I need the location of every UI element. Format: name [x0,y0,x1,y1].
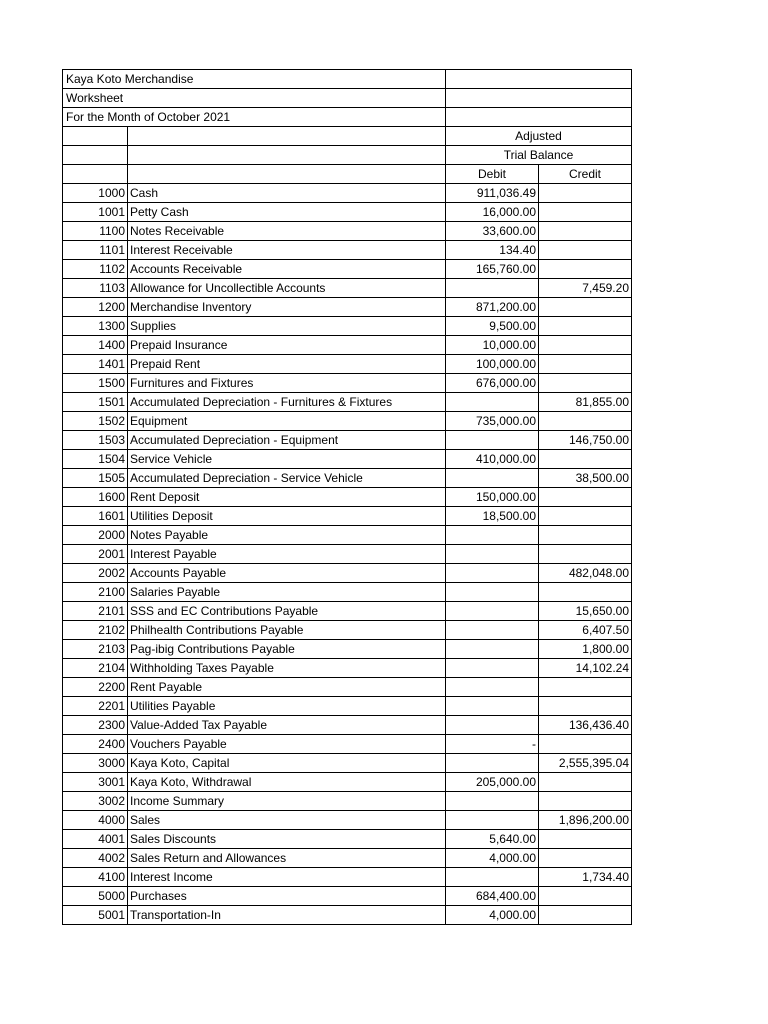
account-code: 2102 [63,621,128,640]
credit-amount [539,697,632,716]
account-name: Philhealth Contributions Payable [128,621,446,640]
account-code: 5000 [63,887,128,906]
account-code: 1502 [63,412,128,431]
credit-amount: 1,734.40 [539,868,632,887]
debit-amount: 735,000.00 [446,412,539,431]
table-row [63,545,632,564]
debit-amount: 16,000.00 [446,203,539,222]
account-code: 1505 [63,469,128,488]
credit-amount: 14,102.24 [539,659,632,678]
account-name: Notes Receivable [128,222,446,241]
account-code: 2101 [63,602,128,621]
table-row [63,678,632,697]
credit-amount [539,450,632,469]
debit-amount [446,526,539,545]
debit-amount [446,469,539,488]
credit-amount [539,830,632,849]
table-row [63,469,632,488]
credit-amount [539,545,632,564]
debit-amount: 871,200.00 [446,298,539,317]
account-name: Equipment [128,412,446,431]
account-code: 1401 [63,355,128,374]
worksheet-table [62,69,632,925]
credit-amount [539,412,632,431]
debit-amount: 205,000.00 [446,773,539,792]
table-row [63,222,632,241]
account-name: Cash [128,184,446,203]
account-code: 1101 [63,241,128,260]
credit-amount [539,488,632,507]
column-header-debit: Debit [446,165,539,184]
account-name: Interest Payable [128,545,446,564]
account-name: Interest Income [128,868,446,887]
debit-amount: - [446,735,539,754]
credit-amount: 7,459.20 [539,279,632,298]
account-name: Accumulated Depreciation - Equipment [128,431,446,450]
table-row [63,583,632,602]
account-name: Accumulated Depreciation - Furnitures & Fixtures [128,393,446,412]
account-code: 2000 [63,526,128,545]
account-code: 4000 [63,811,128,830]
account-code: 1200 [63,298,128,317]
header-row-company [63,70,632,89]
credit-amount [539,906,632,925]
table-row [63,792,632,811]
table-row [63,735,632,754]
debit-amount [446,716,539,735]
account-name: Income Summary [128,792,446,811]
account-code: 4002 [63,849,128,868]
table-row [63,279,632,298]
account-code: 1300 [63,317,128,336]
credit-amount [539,507,632,526]
table-row [63,488,632,507]
column-header-credit: Credit [539,165,632,184]
account-name: Kaya Koto, Withdrawal [128,773,446,792]
table-row [63,830,632,849]
credit-amount [539,526,632,545]
table-row [63,241,632,260]
period-label: For the Month of October 2021 [63,108,446,127]
account-code: 2100 [63,583,128,602]
account-name: Salaries Payable [128,583,446,602]
credit-amount [539,184,632,203]
section-adjusted: Adjusted [446,127,632,146]
account-name: Utilities Deposit [128,507,446,526]
debit-amount: 676,000.00 [446,374,539,393]
table-row [63,564,632,583]
credit-amount: 15,650.00 [539,602,632,621]
credit-amount [539,792,632,811]
account-name: Sales [128,811,446,830]
table-row [63,621,632,640]
debit-amount: 33,600.00 [446,222,539,241]
table-row [63,507,632,526]
debit-amount [446,393,539,412]
account-code: 1100 [63,222,128,241]
account-name: Petty Cash [128,203,446,222]
debit-amount [446,564,539,583]
debit-amount [446,583,539,602]
table-row [63,260,632,279]
account-code: 1103 [63,279,128,298]
table-row [63,887,632,906]
account-name: Interest Receivable [128,241,446,260]
debit-amount: 18,500.00 [446,507,539,526]
header-row-section1 [63,127,632,146]
account-name: Sales Return and Allowances [128,849,446,868]
table-row [63,203,632,222]
table-row [63,659,632,678]
credit-amount [539,773,632,792]
account-code: 3000 [63,754,128,773]
account-code: 2200 [63,678,128,697]
account-code: 1102 [63,260,128,279]
debit-amount: 684,400.00 [446,887,539,906]
credit-amount [539,374,632,393]
account-name: Kaya Koto, Capital [128,754,446,773]
debit-amount [446,678,539,697]
account-name: Service Vehicle [128,450,446,469]
account-name: Supplies [128,317,446,336]
credit-amount [539,355,632,374]
table-row [63,868,632,887]
account-name: Withholding Taxes Payable [128,659,446,678]
account-name: Accumulated Depreciation - Service Vehicle [128,469,446,488]
credit-amount [539,849,632,868]
table-row [63,393,632,412]
account-code: 1500 [63,374,128,393]
credit-amount [539,678,632,697]
debit-amount: 5,640.00 [446,830,539,849]
table-row [63,640,632,659]
account-name: Furnitures and Fixtures [128,374,446,393]
table-row [63,298,632,317]
credit-amount: 146,750.00 [539,431,632,450]
debit-amount [446,659,539,678]
credit-amount [539,203,632,222]
account-name: Pag-ibig Contributions Payable [128,640,446,659]
account-name: Value-Added Tax Payable [128,716,446,735]
account-name: Accounts Payable [128,564,446,583]
account-code: 1501 [63,393,128,412]
section-trial-balance: Trial Balance [446,146,632,165]
debit-amount [446,792,539,811]
account-code: 4100 [63,868,128,887]
credit-amount [539,887,632,906]
account-name: Notes Payable [128,526,446,545]
table-row [63,849,632,868]
debit-amount: 134.40 [446,241,539,260]
debit-amount: 4,000.00 [446,849,539,868]
table-row [63,811,632,830]
debit-amount: 9,500.00 [446,317,539,336]
table-row [63,355,632,374]
credit-amount [539,241,632,260]
account-code: 1400 [63,336,128,355]
account-code: 3001 [63,773,128,792]
account-code: 1504 [63,450,128,469]
account-name: Transportation-In [128,906,446,925]
header-row-section2 [63,146,632,165]
account-code: 4001 [63,830,128,849]
credit-amount [539,222,632,241]
table-row [63,754,632,773]
account-code: 2002 [63,564,128,583]
account-code: 1600 [63,488,128,507]
credit-amount [539,260,632,279]
worksheet-title: Worksheet [63,89,446,108]
credit-amount: 1,896,200.00 [539,811,632,830]
account-code: 1001 [63,203,128,222]
account-name: Vouchers Payable [128,735,446,754]
table-row [63,412,632,431]
table-row [63,697,632,716]
account-name: Merchandise Inventory [128,298,446,317]
credit-amount [539,317,632,336]
table-row [63,906,632,925]
credit-amount: 6,407.50 [539,621,632,640]
credit-amount: 38,500.00 [539,469,632,488]
debit-amount: 10,000.00 [446,336,539,355]
debit-amount: 150,000.00 [446,488,539,507]
header-row-title [63,89,632,108]
debit-amount [446,811,539,830]
debit-amount [446,545,539,564]
credit-amount: 2,555,395.04 [539,754,632,773]
account-code: 1601 [63,507,128,526]
debit-amount [446,602,539,621]
account-name: Rent Deposit [128,488,446,507]
account-code: 2104 [63,659,128,678]
account-name: Rent Payable [128,678,446,697]
credit-amount: 81,855.00 [539,393,632,412]
debit-amount [446,754,539,773]
account-code: 2201 [63,697,128,716]
table-row [63,773,632,792]
table-row [63,184,632,203]
credit-amount: 482,048.00 [539,564,632,583]
account-name: SSS and EC Contributions Payable [128,602,446,621]
account-name: Allowance for Uncollectible Accounts [128,279,446,298]
debit-amount: 100,000.00 [446,355,539,374]
account-name: Prepaid Rent [128,355,446,374]
table-row [63,431,632,450]
account-name: Sales Discounts [128,830,446,849]
debit-amount [446,279,539,298]
credit-amount: 136,436.40 [539,716,632,735]
debit-amount [446,621,539,640]
table-row [63,526,632,545]
company-name: Kaya Koto Merchandise [63,70,446,89]
debit-amount [446,640,539,659]
debit-amount: 410,000.00 [446,450,539,469]
account-name: Prepaid Insurance [128,336,446,355]
account-code: 2400 [63,735,128,754]
debit-amount [446,868,539,887]
account-name: Purchases [128,887,446,906]
table-row [63,716,632,735]
debit-amount: 165,760.00 [446,260,539,279]
debit-amount [446,697,539,716]
account-code: 5001 [63,906,128,925]
table-row [63,317,632,336]
credit-amount [539,583,632,602]
table-row [63,336,632,355]
header-row-period [63,108,632,127]
table-row [63,374,632,393]
table-row [63,450,632,469]
account-code: 2103 [63,640,128,659]
account-name: Accounts Receivable [128,260,446,279]
credit-amount: 1,800.00 [539,640,632,659]
account-code: 1000 [63,184,128,203]
account-code: 3002 [63,792,128,811]
debit-amount: 911,036.49 [446,184,539,203]
account-code: 2300 [63,716,128,735]
credit-amount [539,336,632,355]
table-row [63,602,632,621]
account-code: 1503 [63,431,128,450]
debit-amount: 4,000.00 [446,906,539,925]
account-name: Utilities Payable [128,697,446,716]
credit-amount [539,735,632,754]
credit-amount [539,298,632,317]
account-code: 2001 [63,545,128,564]
header-row-columns [63,165,632,184]
debit-amount [446,431,539,450]
